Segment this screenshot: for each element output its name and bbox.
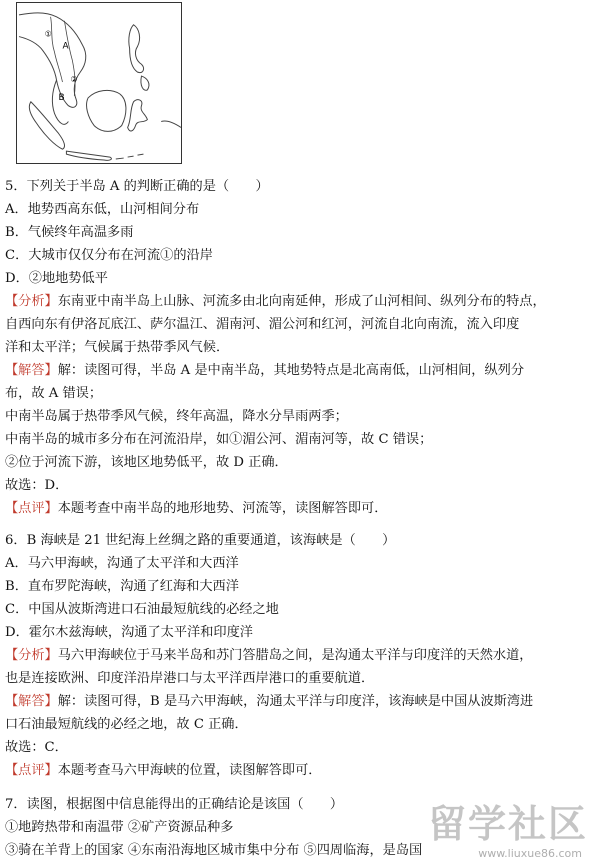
q5-comment-text: 本题考查中南半岛的地形地势、河流等，读图解答即可． — [57, 501, 388, 516]
q6-comment-tag: 【点评】 — [5, 763, 58, 778]
q6-analysis-tag: 【分析】 — [5, 648, 58, 663]
q5-analysis-text-0: 东南亚中南半岛上山脉、河流多由北向南延伸，形成了山河相间、纵列分布的特点， — [57, 294, 546, 309]
q5-answer-text-5: 故选：D． — [5, 478, 69, 493]
q5-analysis-text-2: 洋和太平洋；气候属于热带季风气候． — [5, 340, 230, 355]
q6-comment-line — [5, 760, 590, 782]
q5-comment-line — [5, 498, 590, 520]
q6-option-d: D．霍尔木兹海峡，沟通了太平洋和印度洋 — [5, 625, 253, 640]
q6-analysis-text-1: 也是连接欧洲、印度洋沿岸港口与太平洋西岸港口的重要航道． — [5, 671, 375, 686]
q6-answer-text-1: 口石油最短航线的必经之地，故 C 正确． — [5, 717, 248, 732]
q6-comment-text: 本题考查马六甲海峡的位置，读图解答即可． — [57, 763, 322, 778]
q5-comment-tag: 【点评】 — [5, 501, 58, 516]
site-watermark — [412, 802, 592, 860]
q6-answer-line — [5, 691, 590, 713]
q5-option-c: C．大城市仅仅分布在河流①的沿岸 — [5, 248, 213, 263]
q5-answer-tag: 【解答】 — [5, 363, 58, 378]
q7-stem: 7．读图，根据图中信息能得出的正确结论是该国（ ） — [5, 797, 344, 812]
map-label-1: ① — [44, 29, 52, 39]
q7-line-0: ①地跨热带和南温带 ②矿产资源品种多 — [5, 820, 234, 835]
map-label-2: ② — [70, 75, 78, 85]
q6-analysis-line — [5, 645, 590, 667]
q5-answer-text-2: 中南半岛属于热带季风气候，终年高温，降水分旱雨两季； — [5, 409, 348, 424]
q6-analysis-text-0: 马六甲海峡位于马来半岛和苏门答腊岛之间，是沟通太平洋与印度洋的天然水道， — [57, 648, 533, 663]
map-label-a: A — [62, 41, 69, 52]
q5-answer-text-4: ②位于河流下游，该地区地势低平，故 D 正确． — [5, 455, 288, 470]
q5-analysis-tag: 【分析】 — [5, 294, 58, 309]
q5-answer-line — [5, 360, 590, 382]
q5-analysis-line — [5, 291, 590, 313]
q6-answer-tag: 【解答】 — [5, 694, 58, 709]
map-drawing — [17, 3, 181, 163]
watermark-logo-text: 留学社区 — [427, 802, 588, 846]
q5-stem: 5．下列关于半岛 A 的判断正确的是（ ） — [5, 179, 269, 194]
q5-option-b: B．气候终年高温多雨 — [5, 225, 134, 240]
q6-answer-text-0: 解：读图可得，B 是马六甲海峡，沟通太平洋与印度洋，该海峡是中国从波斯湾进 — [57, 694, 534, 709]
q5-answer-text-1: 布，故 A 错误； — [5, 386, 103, 401]
q5-option-a: A．地势西高东低，山河相间分布 — [5, 202, 200, 217]
q7-line-1: ③骑在羊背上的国家 ④东南沿海地区城市集中分布 ⑤四周临海，是岛国 — [5, 843, 423, 858]
q6-option-a: A．马六甲海峡，沟通了太平洋和大西洋 — [5, 556, 239, 571]
q6-stem: 6．B 海峡是 21 世纪海上丝绸之路的重要通道，该海峡是（ ） — [5, 533, 396, 548]
q6-answer-text-2: 故选：C． — [5, 740, 68, 755]
watermark-url: www.liuxue86.com — [478, 847, 582, 860]
q5-answer-text-3: 中南半岛的城市多分布在河流沿岸，如①湄公河、湄南河等，故 C 错误； — [5, 432, 433, 447]
q5-analysis-text-1: 自西向东有伊洛瓦底江、萨尔温江、湄南河、湄公河和红河，河流自北向南流，流入印度 — [5, 317, 520, 332]
map-label-b: B — [58, 92, 65, 103]
q5-answer-text-0: 解：读图可得，半岛 A 是中南半岛，其地势特点是北高南低，山河相间，纵列分 — [57, 363, 525, 378]
q6-option-b: B．直布罗陀海峡，沟通了红海和大西洋 — [5, 579, 239, 594]
q5-option-d: D．②地地势低平 — [5, 271, 108, 286]
q6-option-c: C．中国从波斯湾进口石油最短航线的必经之地 — [5, 602, 279, 617]
southeast-asia-map — [16, 2, 182, 164]
